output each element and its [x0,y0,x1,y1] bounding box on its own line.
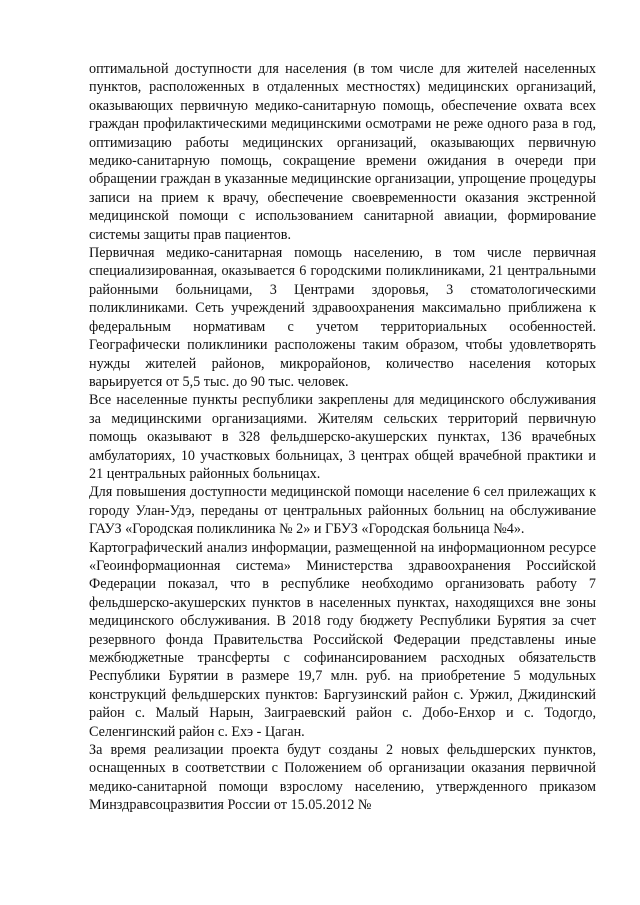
paragraph-settlements: Все населенные пункты республики закреплены для медицинского обслуживания за медицинскими организациями. Жителям сельских территорий первичную помощь оказывают в 328 фельдшерско-акушерских пунктах, 136 врачебных амбулаториях, 10 участковых больницах, 3 центрах общей врачебной практики и 21 центральных районных больницах. [89,392,596,482]
paragraph-project-implementation: За время реализации проекта будут созданы 2 новых фельдшерских пунктов, оснащенных в соответствии с Положением об организации оказания первичной медико-санитарной помощи взрослому населению, утвержденного приказом Минздравсоцразвития России от 15.05.2012 № [89,742,596,814]
paragraph-ulan-ude-villages: Для повышения доступности медицинской помощи население 6 сел прилежащих к городу Улан-Удэ, переданы от центральных районных больниц на обслуживание ГАУЗ «Городская поликлиника № 2» и ГБУЗ «Городская больница №4». [89,484,596,538]
document-page [89,60,596,815]
paragraph-cartographic-analysis: Картографический анализ информации, размещенной на информационном ресурсе «Геоинформационная система» Министерства здравоохранения Российской Федерации показал, что в республике необходимо организовать работу 7 фельдшерско-акушерских пунктов в населенных пунктах, находящихся вне зоны медицинского обслуживания. В 2018 году бюджету Республики Бурятия за счет резервного фонда Правительства Российской Федерации представлены иные межбюджетные трансферты с софинансированием расходных обязательств Республики Бурятии в размере 19,7 млн. руб. на приобретение 5 модульных конструкций фельдшерских пунктов: Баргузинский район с. Уржил, Джидинский район с. Малый Нарын, Заиграевский район с. Добо-Енхор и с. Тодогдо, Селенгинский район с. Ехэ - Цаган. [89,539,596,740]
paragraph-continuation: оптимальной доступности для населения (в том числе для жителей населенных пунктов, расположенных в отдаленных местностях) медицинских организаций, оказывающих первичную медико-санитарную помощь, обеспечение охвата всех граждан профилактическими медицинскими осмотрами не реже одного раза в год, оптимизацию работы медицинских организаций, оказывающих первичную медико-санитарную помощь, сокращение времени ожидания в очереди при обращении граждан в указанные медицинские организации, упрощение процедуры записи на прием к врачу, обеспечение своевременности оказания экстренной медицинской помощи с использованием санитарной авиации, формирование системы защиты прав пациентов. [89,61,596,243]
paragraph-primary-care: Первичная медико-санитарная помощь населению, в том числе первичная специализированная, оказывается 6 городскими поликлиниками, 21 центральными районными больницами, 3 Центрами здоровья, 3 стоматологическими поликлиниками. Сеть учреждений здравоохранения максимально приближена к федеральным нормативам с учетом территориальных особенностей. Географически поликлиники расположены таким образом, чтобы удовлетворять нужды жителей районов, микрорайонов, количество населения которых варьируется от 5,5 тыс. до 90 тыс. человек. [89,245,596,390]
